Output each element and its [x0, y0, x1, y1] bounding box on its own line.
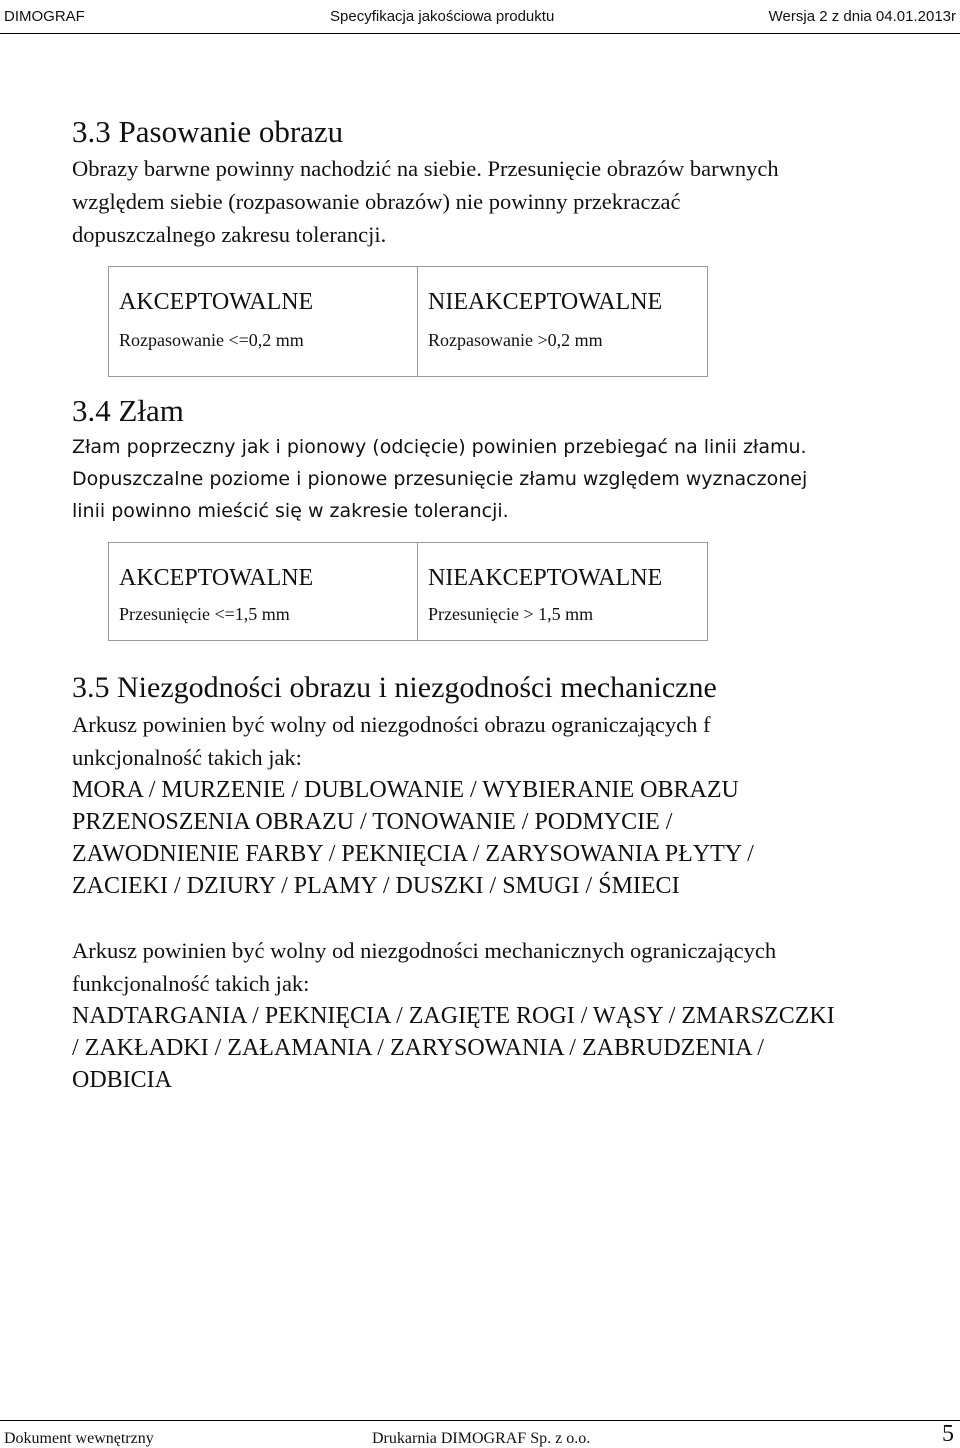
- acceptable-value: Rozpasowanie <=0,2 mm: [119, 330, 304, 350]
- header-document-title: Specyfikacja jakościowa produktu: [330, 8, 555, 25]
- unacceptable-cell: [418, 543, 708, 641]
- body-line: Arkusz powinien być wolny od niezgodności obrazu ograniczających f: [72, 712, 711, 737]
- body-line: linii powinno mieścić się w zakresie tolerancji.: [72, 500, 509, 522]
- tolerance-table-fold: [108, 542, 708, 641]
- defect-list-line: PRZENOSZENIA OBRAZU / TONOWANIE / PODMYCIE /: [72, 809, 673, 835]
- body-line: funkcjonalność takich jak:: [72, 971, 310, 996]
- body-line: unkcjonalność takich jak:: [72, 745, 302, 770]
- acceptable-label: AKCEPTOWALNE: [119, 565, 314, 591]
- page-number: 5: [942, 1421, 954, 1447]
- section-title: 3.5 Niezgodności obrazu i niezgodności mechaniczne: [72, 671, 717, 704]
- unacceptable-label: NIEAKCEPTOWALNE: [428, 289, 663, 315]
- header-version: Wersja 2 z dnia 04.01.2013r: [768, 8, 956, 25]
- unacceptable-cell: [418, 267, 708, 377]
- body-line: dopuszczalnego zakresu tolerancji.: [72, 222, 387, 247]
- acceptable-cell: [109, 543, 418, 641]
- unacceptable-value: Przesunięcie > 1,5 mm: [428, 604, 594, 624]
- acceptable-cell: [109, 267, 418, 377]
- section-3-4: [72, 391, 952, 527]
- page-header: [0, 0, 960, 34]
- defect-list-line: MORA / MURZENIE / DUBLOWANIE / WYBIERANIE OBRAZU: [72, 777, 739, 803]
- defect-list-line: ODBICIA: [72, 1067, 172, 1093]
- page-footer: [0, 1420, 960, 1448]
- defect-list-line: NADTARGANIA / PEKNIĘCIA / ZAGIĘTE ROGI / WĄSY / ZMARSZCZKI: [72, 1003, 835, 1029]
- acceptable-value: Przesunięcie <=1,5 mm: [119, 604, 290, 624]
- defect-list-line: ZAWODNIENIE FARBY / PEKNIĘCIA / ZARYSOWANIA PŁYTY /: [72, 841, 754, 867]
- spacer: [72, 902, 952, 934]
- section-title: 3.3 Pasowanie obrazu: [72, 114, 344, 149]
- table-row: [109, 543, 708, 641]
- table-row: [109, 267, 708, 377]
- unacceptable-label: NIEAKCEPTOWALNE: [428, 565, 663, 591]
- section-3-5: [72, 668, 952, 1096]
- acceptable-label: AKCEPTOWALNE: [119, 289, 314, 315]
- body-line: Dopuszczalne poziome i pionowe przesunięcie złamu względem wyznaczonej: [72, 468, 808, 490]
- body-line: Obrazy barwne powinny nachodzić na siebie. Przesunięcie obrazów barwnych: [72, 156, 779, 181]
- footer-document-type: Dokument wewnętrzny: [4, 1430, 154, 1447]
- section-3-3: [72, 112, 952, 251]
- body-line: Arkusz powinien być wolny od niezgodności mechanicznych ograniczających: [72, 938, 777, 963]
- unacceptable-value: Rozpasowanie >0,2 mm: [428, 330, 603, 350]
- header-company: DIMOGRAF: [4, 8, 85, 25]
- body-line: względem siebie (rozpasowanie obrazów) nie powinny przekraczać: [72, 189, 681, 214]
- tolerance-table-registration: [108, 266, 708, 377]
- defect-list-line: / ZAKŁADKI / ZAŁAMANIA / ZARYSOWANIA / ZABRUDZENIA /: [72, 1035, 764, 1061]
- footer-company: Drukarnia DIMOGRAF Sp. z o.o.: [372, 1430, 591, 1447]
- section-title: 3.4 Złam: [72, 393, 184, 428]
- body-line: Złam poprzeczny jak i pionowy (odcięcie) powinien przebiegać na linii złamu.: [72, 436, 807, 458]
- defect-list-line: ZACIEKI / DZIURY / PLAMY / DUSZKI / SMUGI / ŚMIECI: [72, 873, 680, 899]
